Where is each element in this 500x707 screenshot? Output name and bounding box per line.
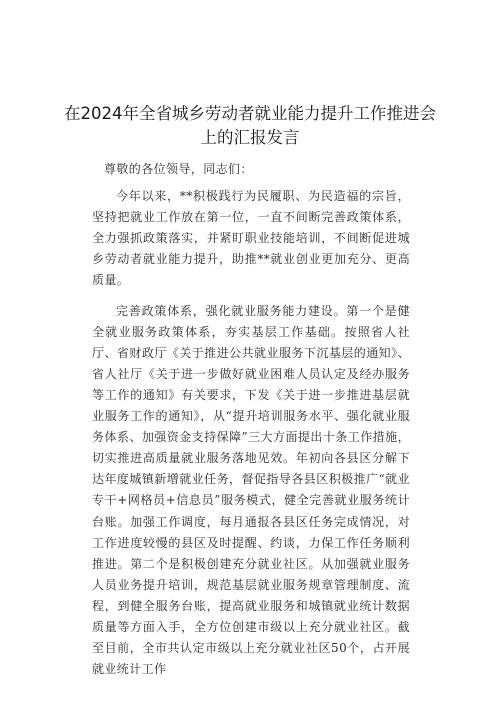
salutation: 尊敬的各位领导，同志们： <box>104 162 253 176</box>
paragraph-intro: 今年以来，**积极践行为民履职、为民造福的宗旨，坚持把就业工作放在第一位，一直不间断完善政策体系，全力强抓政策落实，并紧盯职业技能培训，不间断促进城乡劳动者就业能力提升，助推**就业创业更加充分、更高质量。 <box>92 189 410 288</box>
document-body <box>92 159 410 689</box>
paragraph-policy-system: 完善政策体系，强化就业服务能力建设。第一个是健全就业服务政策体系，夯实基层工作基础。按照省人社厅、省财政厅《关于推进公共就业服务下沉基层的通知》、省人社厅《关于进一步做好就业困难人员认定及经办服务等工作的通知》有关要求，下发《关于进一步推进基层就业服务工作的通知》，从“提升培训服务水平、强化就业服务体系、加强资金支持保障”三大方面提出十条工作措施，切实推进高质量就业服务落地见效。年初向各县区分解下达年度城镇新增就业任务，督促指导各县区积极推广“就业专干+网格员+信息员”服务模式，健全完善就业服务统计台账。加强工作调度，每月通报各县区任务完成情况，对工作进度较慢的县区及时提醒、约谈，力保工作任务顺利推进。第二个是积极创建充分就业社区。从加强就业服务人员业务提升培训，规范基层就业服务规章管理制度、流程，到健全服务台账，提高就业服务和城镇就业统计数据质量等方面入手，全方位创建市级以上充分就业社区。截至目前，全市共认定市级以上充分就业社区50个，占开展就业统计工作 <box>92 303 410 677</box>
document-title: 在2024年全省城乡劳动者就业能力提升工作推进会上的汇报发言 <box>64 104 436 147</box>
